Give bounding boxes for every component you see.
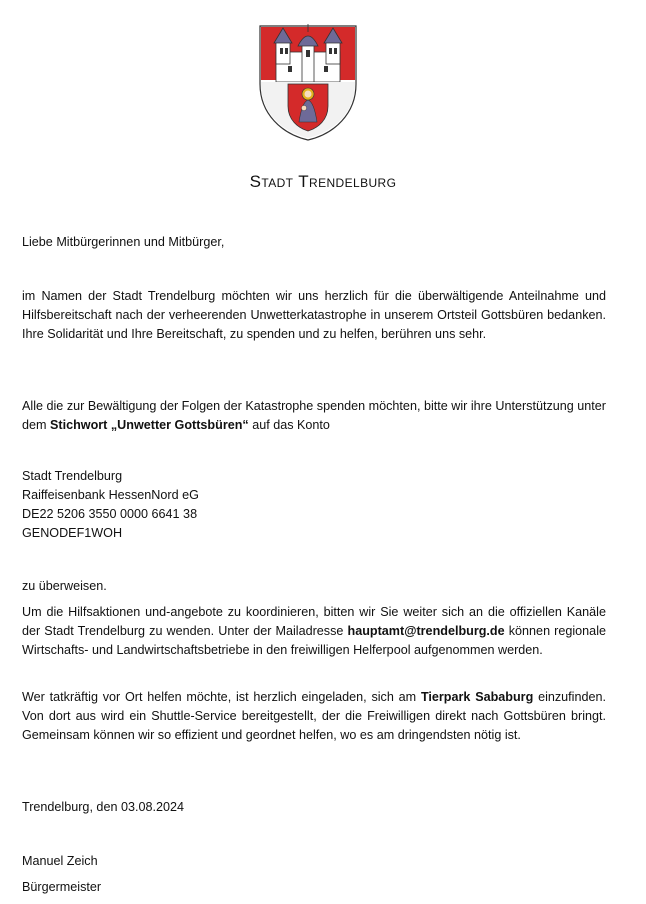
transfer-note: zu überweisen.	[22, 579, 107, 593]
paragraph-coordination	[22, 603, 606, 660]
bank-bic: GENODEF1WOH	[22, 526, 123, 540]
signer-name: Manuel Zeich	[22, 854, 98, 868]
contact-email: hauptamt@trendelburg.de	[347, 624, 505, 638]
bank-iban: DE22 5206 3550 0000 6641 38	[22, 507, 198, 521]
paragraph-coordination-text: Um die Hilfsaktionen und-angebote zu koordinieren, bitten wir Sie weiter sich an die offiziellen Kanäle der Stadt Trendelburg zu wenden. Unter der Mailadresse	[22, 605, 606, 638]
page-title: Stadt Trendelburg	[249, 172, 397, 191]
paragraph-donation-tail: auf das Konto	[248, 418, 330, 432]
paragraph-coordination-tail: können regionale Wirtschafts- und Landwirtschaftsbetriebe in den freiwilligen Helferpool aufgenommen werden.	[22, 624, 606, 657]
paragraph-volunteers	[22, 688, 606, 745]
signer-title: Bürgermeister	[22, 880, 102, 894]
paragraph-thanks: im Namen der Stadt Trendelburg möchten wir uns herzlich für die überwältigende Anteilnahme und Hilfsbereitschaft nach der verheerenden Unwetterkatastrophe in unserem Ortsteil Gottsbüren bedanken. Ihre Solidarität und Ihre Bereitschaft, zu spenden und zu helfen, berühren uns sehr.	[22, 289, 606, 341]
paragraph-donation-text: Alle die zur Bewältigung der Folgen der Katastrophe spenden möchten, bitte wir ihre Unterstützung unter dem	[22, 399, 606, 432]
donation-keyword: Stichwort „Unwetter Gottsbüren“	[50, 418, 249, 432]
bank-details	[22, 467, 606, 543]
paragraph-donation	[22, 397, 606, 435]
salutation: Liebe Mitbürgerinnen und Mitbürger,	[22, 235, 225, 249]
paragraph-volunteers-text: Wer tatkräftig vor Ort helfen möchte, ist herzlich eingeladen, sich am	[22, 690, 421, 704]
bank-name: Raiffeisenbank HessenNord eG	[22, 488, 199, 502]
coat-of-arms-icon	[258, 22, 358, 142]
place-date: Trendelburg, den 03.08.2024	[22, 800, 184, 814]
bank-recipient: Stadt Trendelburg	[22, 469, 123, 483]
meeting-point: Tierpark Sababurg	[420, 690, 534, 704]
paragraph-volunteers-tail: einzufinden. Von dort aus wird ein Shuttle-Service bereitgestellt, der die Freiwilligen direkt nach Gottsbüren bringt. Gemeinsam können wir so effizient und geordnet helfen, wo es am dringendsten nötig ist.	[22, 690, 606, 742]
